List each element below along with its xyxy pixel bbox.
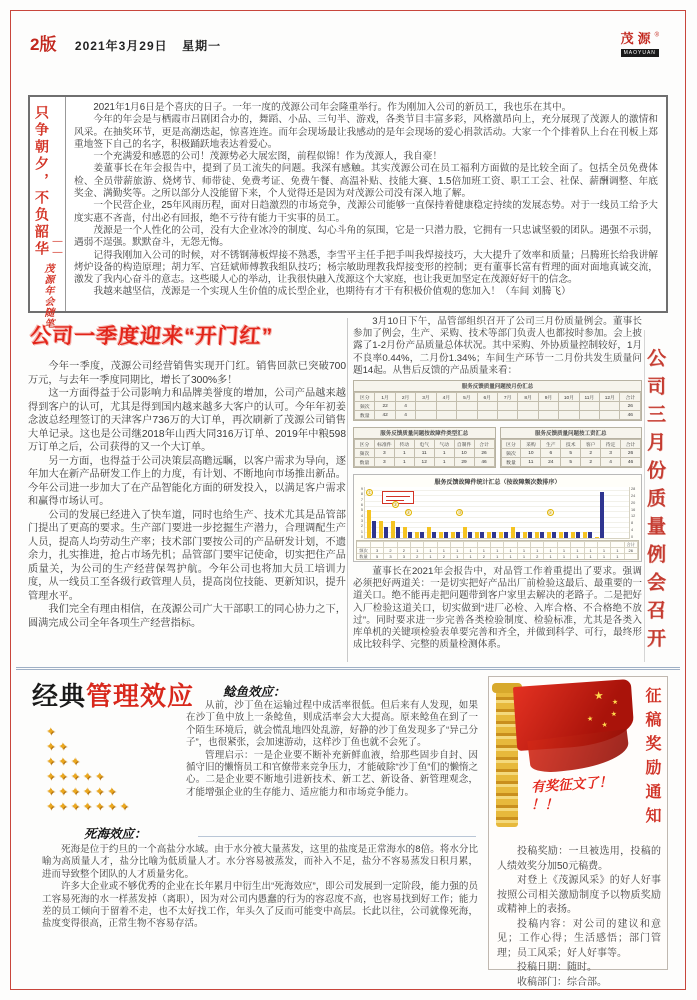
- paragraph: 我越来越坚信，茂源是一个实现人生价值的成长型企业，也期待有才干有积极价值观的您加入！（车间 刘腾飞）: [93, 286, 571, 298]
- bar-数量: [463, 527, 467, 538]
- table-cell: 3: [601, 449, 621, 458]
- column-divider: [347, 318, 348, 662]
- table-header: 合计: [621, 440, 641, 449]
- headline-part-red: 管理效应: [86, 681, 195, 711]
- table-cell: 频次: [355, 402, 375, 411]
- table-header: 合计: [474, 440, 494, 449]
- deadsea-effect-text: [42, 844, 478, 931]
- paragraph: 公司的发展已经进入了快车道，同时也给生产、技术尤其是品管部门提出了更高的要求。生产部门要进一步挖掘生产潜力，合理调配生产人员，提高人均劳动生产率；技术部门要按公司的产品研发计划，不遗余力，扎实推进，抢占市场先机；品管部门要牢记使命，切实把住产品质量关，为公司的生产经营保驾护航。今年公司也将加大员工培训力度，从一线员工至各级行政管理人员，提高岗位技能、更新知识，提升管理水平。: [28, 509, 346, 602]
- bar-频次: [480, 532, 484, 538]
- table-cell: 数量: [355, 458, 375, 467]
- submission-notice-section: [488, 676, 668, 988]
- bar-数量: [571, 532, 575, 538]
- rank-marker: ③: [457, 510, 462, 516]
- table-header: 9月: [538, 393, 558, 402]
- bar-数量: [427, 527, 431, 538]
- table-cell: [416, 411, 436, 420]
- quality-article-closing: [353, 566, 642, 651]
- paragraph: 投稿奖励：一旦被选用，投稿的人绩效奖分加50元稿费。: [497, 846, 661, 872]
- bar-频次: [456, 532, 460, 538]
- fish-icon: [58, 797, 70, 814]
- type-quality-table: [353, 427, 496, 468]
- table-cell: 10: [454, 449, 474, 458]
- table-title: 服务反馈质量问题按月份汇总: [354, 381, 641, 392]
- table-cell: 3: [374, 449, 394, 458]
- star-icon: ★: [593, 689, 605, 703]
- table-header: 2月: [395, 393, 415, 402]
- table-cell: 26: [621, 449, 641, 458]
- bar-group: [487, 487, 496, 538]
- fish-icon: [107, 797, 119, 814]
- bar-数量: [523, 532, 527, 538]
- bar-数量: [547, 532, 551, 538]
- quality-article-intro: [353, 316, 642, 377]
- paragraph: 记得我刚加入公司的时候，对不锈钢薄板焊接不熟悉，李雪平主任手把手叫我焊接技巧，大大提升了效率和质量；吕腾班长给我讲解烤炉设备的构造原理；胡力军、宫廷斌师傅教我组队技巧；杨宗敏助理教我焊接变形的控制；更有董事长富有哲理的面对面地真诚交流，激发了我内心奋斗的意志。这些暖人心的举动，让我很快融入茂源这个大家庭，也让我更加坚定在茂源好好干的信念。: [74, 249, 658, 286]
- table-cell: [436, 411, 456, 420]
- bar-频次: [432, 532, 436, 538]
- table-header: 技术: [561, 440, 581, 449]
- paragraph: 今年的年会是与栖霞市吕剧团合办的，舞蹈、小品、三句半、游戏，各类节目丰富多彩，风格激昂向上，充分展现了茂源人的激情和风采。在抽奖环节，更是高潮迭起，惊喜连连。而年会现场最让我感动的是年会现场的爱心捐款活动。大家一个个排着队上台在刊板上郑重地签下自己的名字，积极踊跃地表达着爱心。: [74, 114, 658, 150]
- management-effects-section: [28, 676, 480, 970]
- essay-section: [28, 95, 668, 329]
- bar-group: [427, 487, 436, 538]
- section-divider: [16, 667, 680, 670]
- q1-article-body: [28, 360, 346, 630]
- table-cell: 26: [620, 402, 641, 411]
- bar-数量: [403, 527, 407, 538]
- bar-group: [439, 487, 448, 538]
- rank-marker: ②: [393, 502, 398, 508]
- bar-group: [583, 487, 592, 538]
- bar-数量: [439, 532, 443, 538]
- rank-marker: ③: [406, 510, 411, 516]
- table-cell: [457, 411, 477, 420]
- table-cell: 11: [521, 458, 541, 467]
- paragraph: 今年一季度，茂源公司经营销售实现开门红。销售回款已突破700万元，与去年一季度同期比，增长了300%多！: [28, 361, 346, 386]
- star-icon: ★: [610, 711, 618, 719]
- essay-body: [74, 102, 658, 307]
- paragraph: 董事长在2021年会报告中，对品管工作着重提出了要求。强调必须把好两道关：一是切实把好产品出厂前检验这最后、最重要的一道关口。绝不能再走把问题带到客户家里去解决的老路子。二是把好入厂检验这道关口，切实做到“进厂必检、入库合格、不合格绝不放过”。同时要求进一步完善各类检验制度、检验标准，尤其是各类入库单机的关键项检验表单要完善和齐全，并做到科学、可行，最终形成比较科学、完整的质量检测体系。: [353, 566, 642, 651]
- table-cell: [416, 402, 436, 411]
- table-cell: 11: [414, 449, 434, 458]
- bar-数量: [559, 532, 563, 538]
- table-cell: [477, 411, 497, 420]
- bar-数量: [391, 521, 395, 538]
- fault-statistics-chart: [353, 474, 642, 562]
- table-cell: 6: [541, 449, 561, 458]
- quality-tables-pair: [353, 424, 642, 471]
- monthly-quality-table: [353, 380, 642, 421]
- table-title: 服务反馈质量问题按工责汇总: [501, 428, 642, 439]
- table-header: 11月: [579, 393, 599, 402]
- bar-频次: [540, 532, 544, 538]
- bar-group: [523, 487, 532, 538]
- company-logo: [621, 28, 659, 57]
- table-cell: 2: [581, 458, 601, 467]
- table-cell: 数量: [355, 411, 375, 420]
- fish-icon: [95, 797, 107, 814]
- table-header: 6月: [477, 393, 497, 402]
- bar-频次: [564, 532, 568, 538]
- table-cell: 数量: [501, 458, 521, 467]
- bar-频次: [492, 532, 496, 538]
- q1-article: [28, 318, 346, 664]
- table-cell: [518, 411, 538, 420]
- contest-banner-exclaim: ！！: [531, 797, 558, 812]
- bar-频次: [468, 532, 472, 538]
- chart-title: 服务反馈故障件统计汇总（按故障频次数排序）: [434, 480, 561, 487]
- paragraph: 一个民营企业，25年风雨历程，面对日趋激烈的市场竞争，茂源公司能够一直保持着健康稳定持续的发展态势。对于一线员工给予大度实惠不吝啬，付出必有回报，绝不亏待有能力干实事的员工。: [74, 200, 658, 224]
- catfish-effect-text: [186, 700, 478, 799]
- table-header: 生产: [541, 440, 561, 449]
- bar-数量: [475, 532, 479, 538]
- table-header: 气动: [434, 440, 454, 449]
- registered-mark: ®: [654, 32, 659, 39]
- rule-line: [198, 836, 476, 837]
- paragraph: 投稿内容：对公司的建议和意见；工作心得；生活感悟；部门管理；员工风采；好人好事等。: [497, 918, 661, 959]
- table-header: 8月: [518, 393, 538, 402]
- essay-sidebar-dash: ——: [52, 236, 63, 258]
- table-header: 3月: [416, 393, 436, 402]
- table-header: 12月: [600, 393, 620, 402]
- paragraph: 一个充满爱和感恩的公司！茂源势必大展宏图，前程似锦！作为茂源人，我自豪！: [93, 151, 443, 163]
- bar-group: [535, 487, 544, 538]
- bar-数量: [451, 532, 455, 538]
- table-cell: [538, 411, 558, 420]
- bar-频次: [420, 532, 424, 538]
- paragraph: 收稿部门：综合部。: [517, 976, 607, 988]
- weekday: 星期一: [182, 39, 222, 53]
- bar-数量: [535, 532, 539, 538]
- bar-数量: [415, 532, 419, 538]
- fish-icon: [70, 797, 82, 814]
- table-cell: 26: [474, 449, 494, 458]
- bar-group: [415, 487, 424, 538]
- bar-频次: [528, 532, 532, 538]
- table-cell: 1: [434, 458, 454, 467]
- table-cell: 22: [375, 402, 395, 411]
- table-cell: 5: [561, 449, 581, 458]
- paragraph: 对登上《茂源风采》的好人好事按照公司相关激励制度予以物质奖励或精神上的表扬。: [497, 875, 661, 915]
- paragraph: 许多大企业或不够优秀的企业在长年累月中衍生出“死海效应”，即公司发展到一定阶段，能力强的员工容易死海的水一样蒸发掉（离职），因为对公司内愚蠢的行为的容忍度不高，也容易找到好工作；能力差的员工倾向于留着不走，也不太好找工作，年头久了反而可能变中高层。长此以往，公司就像死海，盐度变得很高，正常生物不容易存活。: [42, 881, 478, 930]
- fish-icon: [46, 797, 58, 814]
- table-cell: 5: [561, 458, 581, 467]
- table-cell: 29: [454, 458, 474, 467]
- star-icon: ★: [601, 721, 609, 730]
- table-header: 传动: [394, 440, 414, 449]
- bar-group: [559, 487, 568, 538]
- essay-sidebar: [30, 97, 66, 329]
- table-cell: [600, 402, 620, 411]
- table-cell: 10: [521, 449, 541, 458]
- bar-group: [499, 487, 508, 538]
- paragraph: 我们完全有理由相信，在茂源公司广大干部职工的同心协力之下，圆满完成公司全年各项生产经营指标。: [28, 604, 346, 629]
- bar-数量: [511, 527, 515, 538]
- table-cell: [518, 402, 538, 411]
- chart-right-axis: 28 24 20 16 12 8 4 0: [631, 487, 636, 539]
- paragraph: 死海是位于约旦的一个高盐分水域。由于水分被大量蒸发，这里的盐度是正常海水的8倍。将水分比喻为高质量人才，盐分比喻为低质量人才。水分容易被蒸发，而补入不足，盐分不容易蒸发日积月累，进而导致整个团队的人才质量劣化。: [42, 844, 478, 880]
- table-header: 1月: [375, 393, 395, 402]
- chart-data-table: 合计 频次 3 2 2 1 1 1 1 1 1 1 1 1 1 1 1 1 1 1 1 26 数量 5 3 3 2 1 2 1 1 2 1 1 1 2 1 1 1 1 1 1: [356, 540, 639, 560]
- table-header: 待定: [601, 440, 621, 449]
- table-header: 7月: [497, 393, 517, 402]
- bar-数量: [595, 537, 599, 538]
- table-cell: [538, 402, 558, 411]
- paragraph: 从前，沙丁鱼在运输过程中成活率很低。但后来有人发现，如果在沙丁鱼中放上一条鲶鱼，则成活率会大大提高。原来鲶鱼在到了一个陌生环境后，就会慌乱地四处乱游，好静的沙丁鱼发现多了“异己分子”，也很紧张，会加速游动，这样沙丁鱼也就不会死了。: [186, 700, 478, 749]
- table-cell: 频次: [501, 449, 521, 458]
- table-cell: 频次: [355, 449, 375, 458]
- table-header: 采购: [521, 440, 541, 449]
- logo-subtext: MAOYUAN: [621, 49, 659, 57]
- rank-marker: ①: [367, 490, 372, 496]
- paragraph: 3月10日下午，品管部组织召开了公司三月份质量例会。董事长参加了例会，生产、采购、技术等部门负责人也都按时参加。会上披露了1-2月份产品质量总体状况。其中采购、外协质量控制较好，1月不良率0.44%，二月份1.34%；车间生产环节一二月份共发生质量问题14起。从售后反馈的产品质量来看：: [353, 316, 642, 376]
- bar-频次: [408, 532, 412, 538]
- bar-频次: [516, 532, 520, 538]
- bar-数量: [583, 532, 587, 538]
- bar-group: [475, 487, 484, 538]
- deadsea-effect-title: 死海效应：: [84, 826, 147, 841]
- paragraph: 姜董事长在年会报告中，提到了员工流失的问题。我深有感触。其实茂源公司在员工福利方面做的是比较全面了。包括全员免费体检、全员带薪旅游、烧烤节、师带徒、免费考证、免费午餐、高温补贴、技能大赛、1.5倍加班工资、职工工会、社保、薪酬调整、年底奖金、满勤奖等。之所以部分人没能留下来，个人觉得还是因为对茂源公司没有深入地了解。: [74, 163, 658, 200]
- contest-banner: 有奖征文了！: [530, 774, 613, 795]
- bar-频次: [444, 532, 448, 538]
- bar-频次: [372, 521, 376, 538]
- fish-icon: [83, 797, 95, 814]
- essay-sidebar-title: 只争朝夕，不负韶华: [34, 105, 50, 258]
- table-cell: 1: [434, 449, 454, 458]
- table-cell: 4: [395, 411, 415, 420]
- star-icon: ★: [611, 698, 619, 707]
- management-headline: [32, 676, 194, 713]
- table-header: 合计: [620, 393, 641, 402]
- page-header: [30, 30, 667, 64]
- bar-group: [571, 487, 580, 538]
- bar-数量: [499, 532, 503, 538]
- bar-频次: [600, 492, 604, 538]
- bar-数量: [367, 510, 371, 538]
- paragraph: 管理启示：一是企业要不断补充新鲜血液，给那些固步自封、因循守旧的懒惰员工和官僚带来竞争压力，才能破除“沙丁鱼”们的懒惰之心。二是企业要不断地引进新技术、新工艺、新设备、新管理观念，才能增强企业的生存能力、适应能力和市场竞争能力。: [186, 749, 478, 798]
- catfish-effect-title: 鲶鱼效应：: [223, 684, 286, 699]
- table-cell: [559, 402, 579, 411]
- table-cell: 46: [474, 458, 494, 467]
- table-cell: 46: [621, 458, 641, 467]
- notice-body: [497, 845, 661, 990]
- essay-sidebar-subtitle: 茂源年会随笔: [42, 263, 53, 329]
- table-header: 标准件: [374, 440, 394, 449]
- bar-频次: [588, 532, 592, 538]
- table-cell: 12: [414, 458, 434, 467]
- table-header: 客户: [581, 440, 601, 449]
- date: 2021年3月29日: [74, 39, 168, 53]
- table-cell: 1: [394, 449, 414, 458]
- table-cell: 24: [541, 458, 561, 467]
- table-cell: [579, 411, 599, 420]
- table-cell: [497, 402, 517, 411]
- bar-group: [463, 487, 472, 538]
- paragraph: 另一方面，也得益于公司决策层高瞻远瞩，以客户需求为导向，逐年加大在新产品研发工作上的力度，有计划、不断地向市场推出新品。今年公司进一步加大了在产品智能化方面的研发投入，以满足客户需求和赢得市场认可。: [28, 455, 346, 507]
- table-cell: 42: [375, 411, 395, 420]
- table-cell: [579, 402, 599, 411]
- bar-频次: [396, 527, 400, 538]
- table-cell: 46: [620, 411, 641, 420]
- fish-icon: [119, 797, 131, 814]
- chart-left-axis: 9 8 7 6 5 4 3 2 1 0: [360, 487, 363, 539]
- q1-headline: 公司一季度迎来“开门红”: [29, 325, 274, 348]
- bar-数量: [487, 532, 491, 538]
- paragraph: 这一方面得益于公司影响力和品牌美誉度的增加，公司产品越来越得到客户的认可，尤其是得到国内越来越多大客户的认可。今年年初姜念波总经理签订的天津客户736万的大订单，再次刷新了茂源公司销售大单记录。这也是公司继2018年山西大同316万订单、2019年中粮598万订单之后，公司获得的又一个大订单。: [28, 388, 346, 453]
- quality-vertical-headline: 公司三月份质量例会召开: [644, 348, 665, 656]
- chart-plot-area: [356, 487, 639, 539]
- table-header: 区分: [355, 440, 375, 449]
- paragraph: 2021年1月6日是个喜庆的日子。一年一度的茂源公司年会隆重举行。作为刚加入公司的新员工，我也乐在其中。: [93, 102, 572, 113]
- bar-频次: [384, 527, 388, 538]
- table-title: 服务反馈质量问题按故障件类型汇总: [354, 428, 495, 439]
- bar-数量: [379, 521, 383, 538]
- bar-group: [511, 487, 520, 538]
- table-cell: 1: [394, 458, 414, 467]
- bar-频次: [576, 532, 580, 538]
- table-cell: [559, 411, 579, 420]
- table-header: 区分: [355, 393, 375, 402]
- table-cell: [457, 402, 477, 411]
- table-header: 电气: [414, 440, 434, 449]
- headline-part-black: 经典: [32, 681, 87, 711]
- paragraph: 投稿日期：随时。: [517, 962, 597, 973]
- paragraph: 茂源是一个人性化的公司，没有大企业冰冷的制度、勾心斗角的氛围，它是一只潜力股，它拥有一只忠诚坚毅的团队。遇强不示弱，遇弱不逞强。默默奋斗，无怨无悔。: [74, 224, 658, 249]
- star-icon: ★: [586, 715, 594, 724]
- table-header: 区分: [501, 440, 521, 449]
- flag-graphic: [489, 677, 639, 835]
- table-header: 10月: [559, 393, 579, 402]
- notice-vertical-title: 征稿奖励通知: [643, 687, 660, 831]
- bar-频次: [504, 532, 508, 538]
- table-cell: 4: [395, 402, 415, 411]
- table-header: 4月: [436, 393, 456, 402]
- table-cell: [477, 402, 497, 411]
- table-cell: 4: [601, 458, 621, 467]
- table-cell: [600, 411, 620, 420]
- bar-频次: [552, 532, 556, 538]
- rank-marker: ⑤: [548, 510, 553, 516]
- table-cell: 3: [374, 458, 394, 467]
- table-cell: 2: [581, 449, 601, 458]
- logo-text: 茂源: [620, 31, 655, 46]
- table-cell: [497, 411, 517, 420]
- responsibility-quality-table: [500, 427, 643, 468]
- table-header: 自制件: [454, 440, 474, 449]
- quality-article: [353, 316, 642, 664]
- table-header: 5月: [457, 393, 477, 402]
- edition-number: 2版: [30, 35, 57, 54]
- table-cell: [436, 402, 456, 411]
- bar-group: [595, 487, 604, 538]
